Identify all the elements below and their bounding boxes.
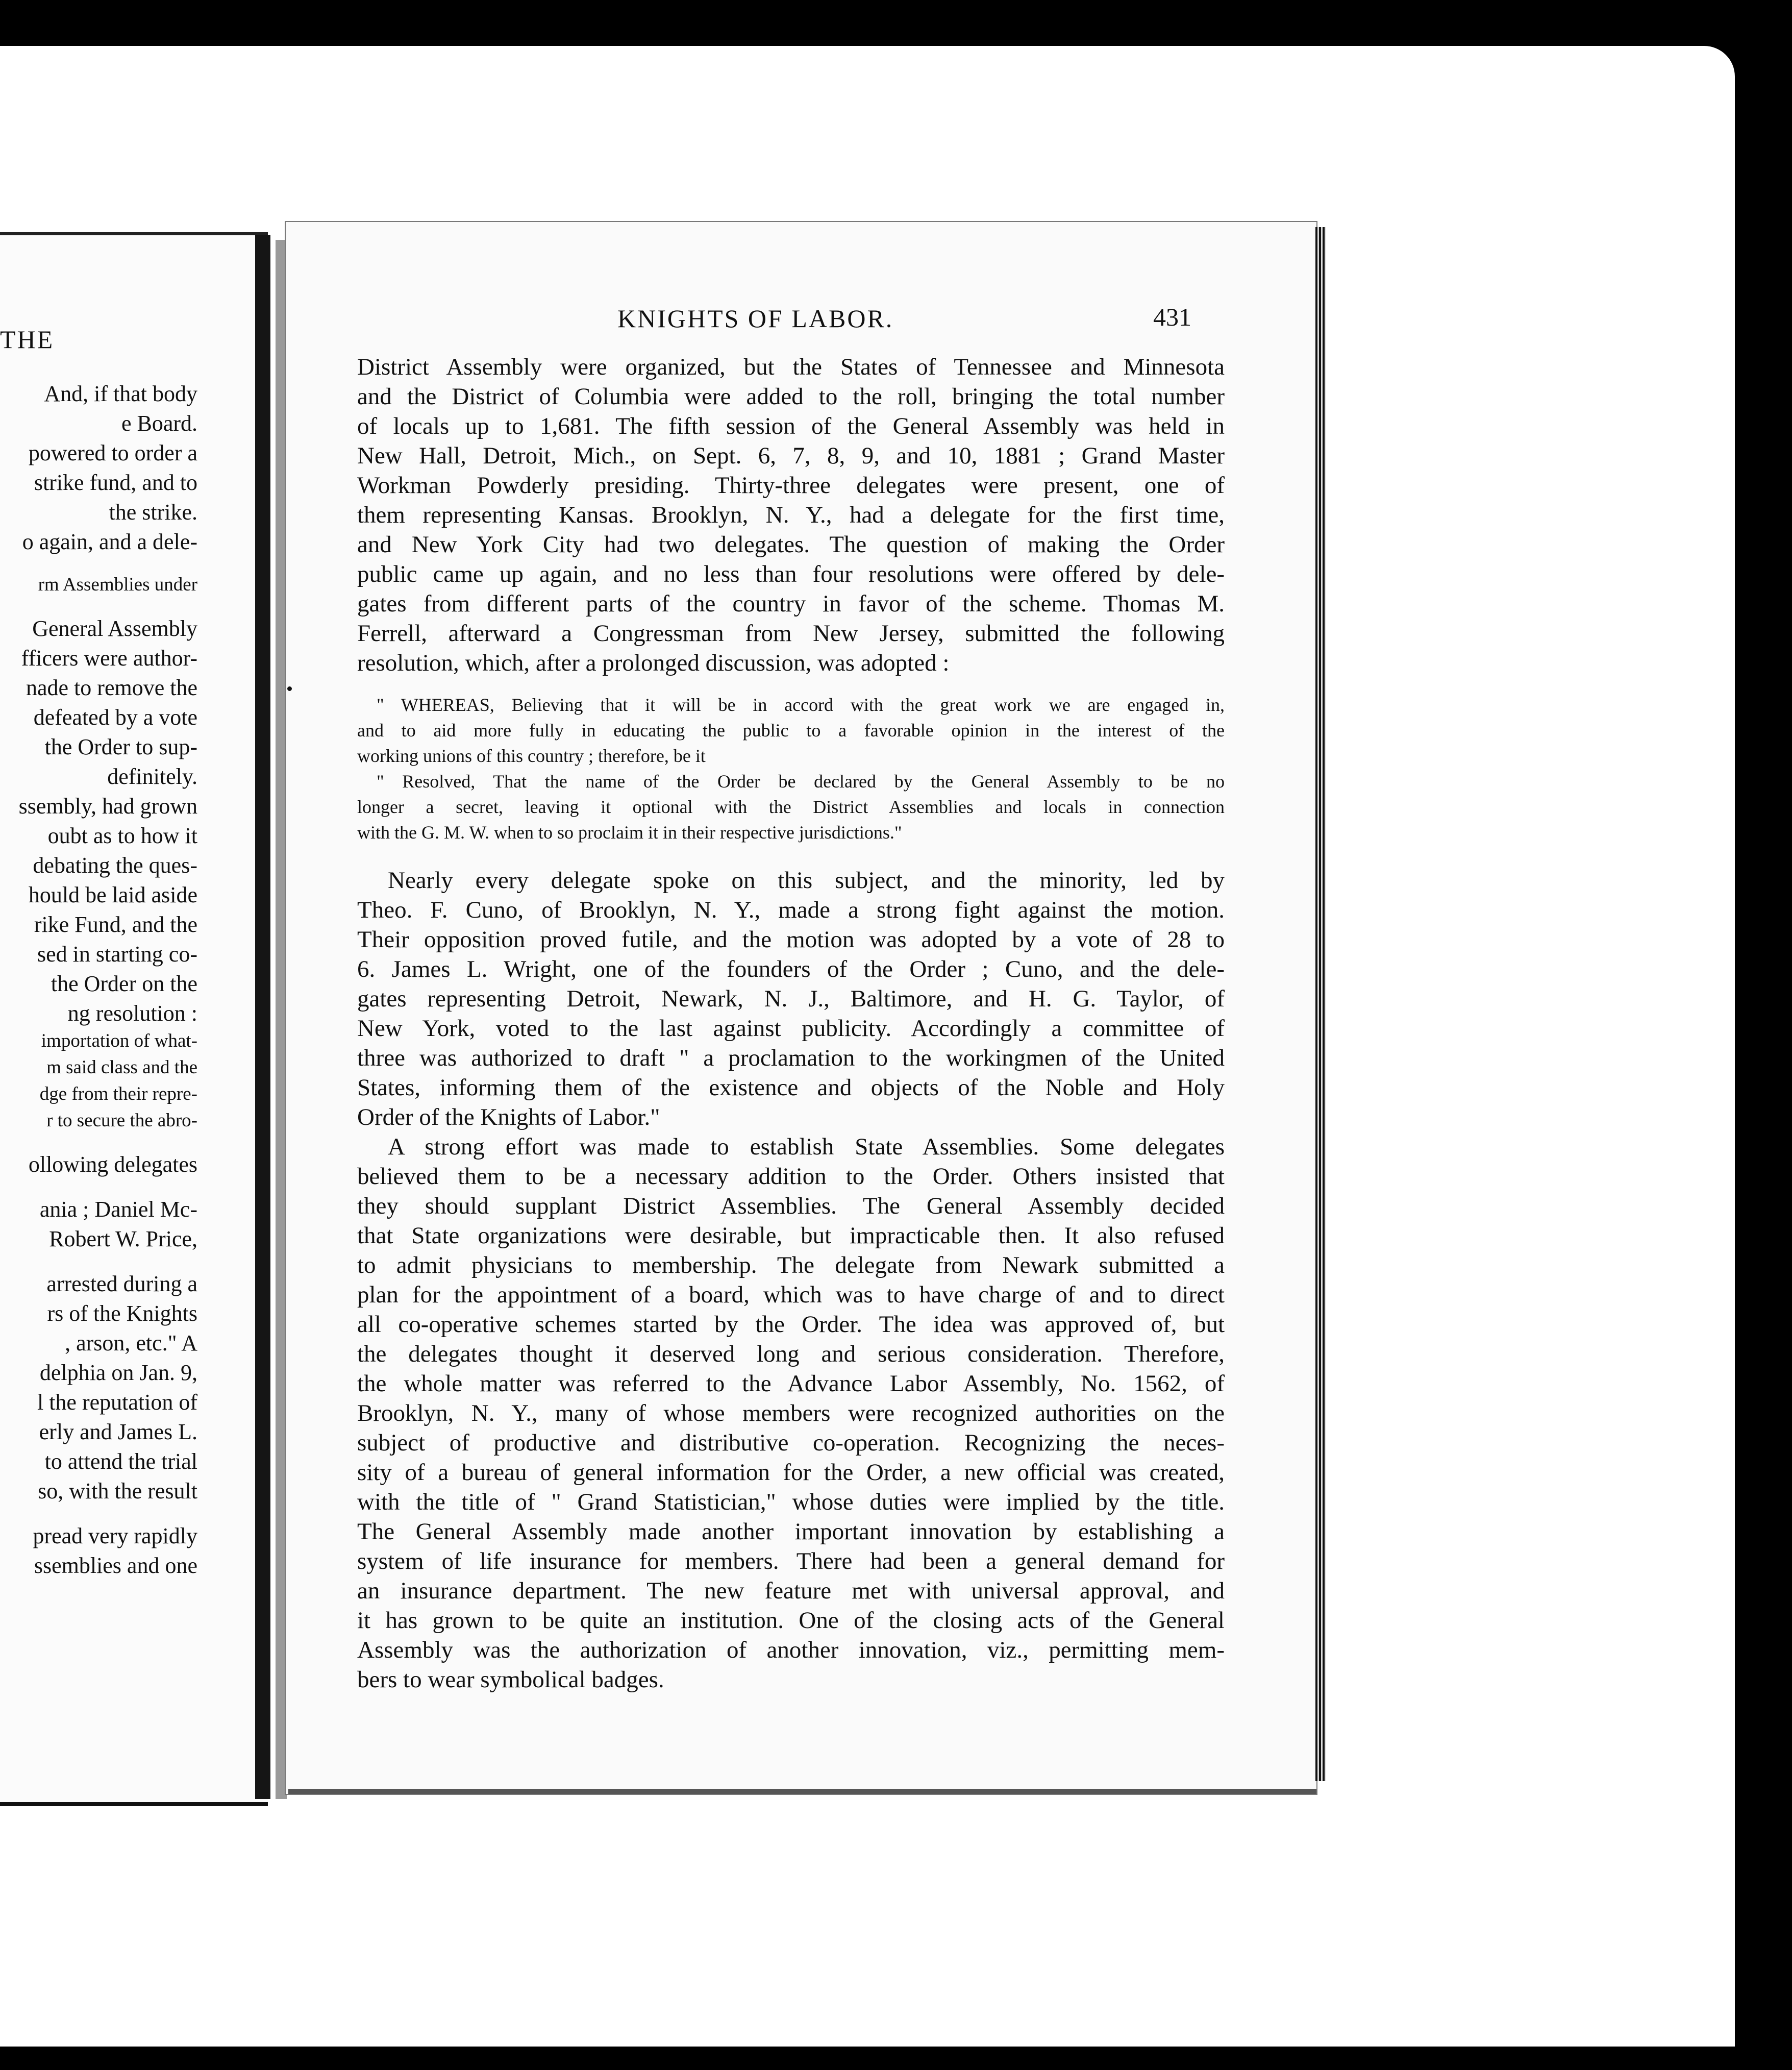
text-line: District Assembly were organized, but the States of Tennessee and Minnesota [357,354,1225,380]
left-text-line: to attend the trial [44,1449,197,1474]
left-text-line: the Order on the [51,971,197,996]
left-text-line: And, if that body [44,381,197,406]
left-text-line: the strike. [109,500,197,525]
left-text-line: rike Fund, and the [34,912,197,937]
text-line: subject of productive and distributive co-operation. Recognizing the neces- [357,1430,1225,1456]
text-line: of locals up to 1,681. The fifth session of the General Assembly was held in [357,413,1225,439]
text-line: Order of the Knights of Labor." [357,1104,660,1130]
left-text-line: ollowing delegates [28,1152,197,1177]
left-text-line: erly and James L. [39,1419,197,1444]
left-text-line: ssemblies and one [34,1553,197,1578]
left-text-line: ania ; Daniel Mc- [39,1197,197,1222]
left-text-line: fficers were author- [21,646,197,671]
text-line: public came up again, and no less than four resolutions were offered by dele- [357,561,1225,587]
running-head: KNIGHTS OF LABOR. [617,304,894,333]
quoted-resolution-whereas [357,692,1225,769]
left-text-line: , arson, etc." A [65,1330,197,1356]
text-line: A strong effort was made to establish State Assemblies. Some delegates [388,1133,1225,1160]
text-line: Nearly every delegate spoke on this subject, and the minority, led by [388,867,1225,894]
left-text-line: m said class and the [46,1057,197,1078]
text-line: plan for the appointment of a board, which was to have charge of and to direct [357,1282,1225,1308]
text-line: resolution, which, after a prolonged discussion, was adopted : [357,650,950,676]
gutter-shadow [276,240,287,1799]
text-line: system of life insurance for members. There had been a general demand for [357,1548,1225,1574]
left-text-line: oubt as to how it [47,823,197,848]
left-text-line: arrested during a [46,1271,197,1296]
left-text-line: sed in starting co- [37,942,197,967]
text-line: believed them to be a necessary addition to the Order. Others insisted that [357,1163,1225,1190]
left-text-line: the Order to sup- [44,734,197,759]
left-text-line: dge from their repre- [39,1083,197,1104]
text-line: and to aid more fully in educating the public to a favorable opinion in the interest of the [357,720,1225,741]
quoted-resolution-resolved [357,769,1225,845]
text-line: Theo. F. Cuno, of Brooklyn, N. Y., made a strong fight against the motion. [357,897,1225,923]
text-line: Brooklyn, N. Y., many of whose members were recognized authorities on the [357,1400,1225,1426]
text-line: Their opposition proved futile, and the motion was adopted by a vote of 28 to [357,926,1225,953]
text-line: working unions of this country ; therefore, be it [357,746,706,766]
text-line: the whole matter was referred to the Advance Labor Assembly, No. 1562, of [357,1370,1225,1397]
left-text-line: e Board. [121,411,197,436]
left-facing-page [0,232,268,1806]
text-line: 6. James L. Wright, one of the founders of the Order ; Cuno, and the dele- [357,956,1225,982]
left-text-line: so, with the result [38,1478,197,1504]
left-text-line: rs of the Knights [47,1301,197,1326]
text-line: they should supplant District Assemblies. The General Assembly decided [357,1193,1225,1219]
book-gutter [255,235,270,1799]
text-line: States, informing them of the existence and objects of the Noble and Holy [357,1074,1225,1101]
left-text-line: powered to order a [28,440,197,465]
text-line: all co-operative schemes started by the Order. The idea was approved of, but [357,1311,1225,1338]
left-text-line: hould be laid aside [28,882,197,907]
text-line: and New York City had two delegates. The question of making the Order [357,531,1225,558]
text-line: an insurance department. The new feature met with universal approval, and [357,1578,1225,1604]
text-line: Workman Powderly presiding. Thirty-three delegates were present, one of [357,472,1225,499]
left-text-line: rm Assemblies under [38,574,197,595]
text-line: and the District of Columbia were added to the roll, bringing the total number [357,383,1225,410]
text-line: three was authorized to draft " a proclamation to the workingmen of the United [357,1045,1225,1071]
left-text-line: o again, and a dele- [22,529,197,554]
text-line: " WHEREAS, Believing that it will be in accord with the great work we are engaged in, [377,695,1225,715]
left-text-line: ssembly, had grown [18,794,197,819]
text-line: Assembly was the authorization of another innovation, viz., permitting mem- [357,1637,1225,1663]
left-text-line: Robert W. Price, [49,1226,197,1251]
left-text-line: ng resolution : [67,1001,197,1026]
text-line: that State organizations were desirable, but impracticable then. It also refused [357,1222,1225,1249]
left-text-line: definitely. [107,764,197,789]
page-bottom-edge [288,1789,1316,1794]
text-line: gates representing Detroit, Newark, N. J., Baltimore, and H. G. Taylor, of [357,985,1225,1012]
text-line: with the title of " Grand Statistician," whose duties were implied by the title. [357,1489,1225,1515]
page-edges [1315,227,1326,1781]
text-line: them representing Kansas. Brooklyn, N. Y., had a delegate for the first time, [357,502,1225,528]
text-line: to admit physicians to membership. The delegate from Newark submitted a [357,1252,1225,1278]
left-running-head: THE [0,325,55,354]
text-line: The General Assembly made another important innovation by establishing a [357,1518,1225,1545]
margin-mark [287,686,292,691]
page-body-text [357,352,1225,1694]
left-text-line: nade to remove the [26,675,197,700]
text-line: " Resolved, That the name of the Order be declared by the General Assembly to be no [377,771,1225,792]
text-line: Ferrell, afterward a Congressman from New Jersey, submitted the following [357,620,1225,647]
paragraph-1 [357,352,1225,678]
paragraph-3 [357,1132,1225,1694]
text-line: longer a secret, leaving it optional with the District Assemblies and locals in connection [357,797,1225,817]
left-text-line: debating the ques- [33,853,197,878]
text-line: sity of a bureau of general information for the Order, a new official was created, [357,1459,1225,1486]
text-line: it has grown to be quite an institution. One of the closing acts of the General [357,1607,1225,1634]
left-text-line: strike fund, and to [34,470,197,495]
text-line: the delegates thought it deserved long and serious consideration. Therefore, [357,1341,1225,1367]
text-line: New Hall, Detroit, Mich., on Sept. 6, 7, 8, 9, and 10, 1881 ; Grand Master [357,442,1225,469]
left-text-line: defeated by a vote [33,705,197,730]
paragraph-2 [357,866,1225,1132]
text-line: with the G. M. W. when to so proclaim it in their respective jurisdictions." [357,822,902,843]
left-text-line: l the reputation of [37,1390,197,1415]
left-text-line: delphia on Jan. 9, [39,1360,197,1385]
left-text-line: importation of what- [41,1030,197,1051]
left-text-line: r to secure the abro- [46,1110,197,1131]
text-line: bers to wear symbolical badges. [357,1666,664,1693]
text-line: gates from different parts of the country in favor of the scheme. Thomas M. [357,590,1225,617]
page-number: 431 [1153,303,1191,331]
left-text-line: General Assembly [32,616,197,641]
left-text-line: pread very rapidly [33,1523,197,1548]
text-line: New York, voted to the last against publicity. Accordingly a committee of [357,1015,1225,1042]
